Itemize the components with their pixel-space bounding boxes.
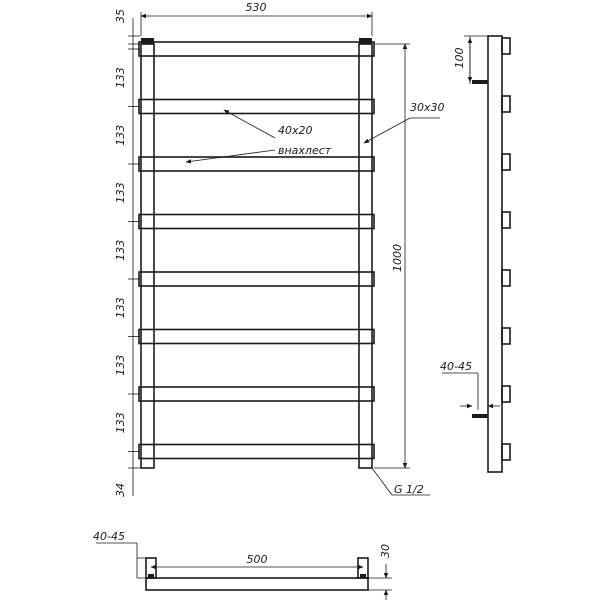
- left-fitting: [148, 574, 154, 578]
- right-fitting: [360, 574, 366, 578]
- bar-spacing-label: 133: [114, 239, 127, 261]
- side-standoff-label: 40-45: [440, 360, 472, 373]
- crossbar: [139, 42, 374, 56]
- width-label: 530: [245, 1, 267, 14]
- tube-size-label: 30x30: [410, 101, 445, 114]
- crossbar: [139, 215, 374, 229]
- side-stubs: [502, 38, 510, 460]
- crossbar: [139, 330, 374, 344]
- front-view: [139, 38, 374, 468]
- crossbar-size-label: 40x20: [278, 124, 313, 137]
- right-post: [359, 44, 372, 468]
- side-stub: [502, 444, 510, 460]
- thread-callout: [372, 468, 430, 496]
- plan-standoff-label: 40-45: [93, 530, 125, 543]
- left-top-stub: [141, 38, 154, 44]
- crossbar: [139, 157, 374, 171]
- crossbar: [139, 272, 374, 286]
- height-label: 1000: [391, 244, 404, 272]
- side-stub: [502, 154, 510, 170]
- side-stub: [502, 96, 510, 112]
- crossbar-note-label: внахлест: [278, 144, 332, 157]
- side-stub: [502, 328, 510, 344]
- top-bracket: [472, 80, 488, 84]
- side-stub: [502, 386, 510, 402]
- depth-label: 30: [379, 544, 392, 558]
- side-top-dim-label: 100: [453, 47, 466, 69]
- width-dimension: [141, 1, 372, 36]
- bar-spacing-label: 133: [114, 412, 127, 434]
- bar-spacing-label: 133: [114, 182, 127, 204]
- crossbar: [139, 100, 374, 114]
- centers-label: 500: [246, 553, 268, 566]
- right-top-stub: [359, 38, 372, 44]
- crossbar-callout: [186, 110, 332, 162]
- crossbar: [139, 445, 374, 459]
- crossbar: [139, 387, 374, 401]
- bottom-frame: [146, 578, 368, 590]
- side-stub: [502, 38, 510, 54]
- bar-spacing-label: 133: [114, 354, 127, 376]
- side-view: [440, 36, 510, 472]
- top-offset-label: 35: [114, 9, 127, 23]
- bar-spacing-label: 133: [114, 297, 127, 319]
- tube-callout: [364, 101, 445, 143]
- bar-spacing-label: 133: [114, 67, 127, 89]
- crossbars: [139, 42, 374, 459]
- bottom-view: [93, 530, 392, 600]
- side-stub: [502, 212, 510, 228]
- bottom-offset-label: 34: [114, 483, 127, 497]
- bar-spacing-label: 133: [114, 124, 127, 146]
- thread-label: G 1/2: [394, 483, 424, 496]
- left-post: [141, 44, 154, 468]
- height-dimension: [374, 44, 410, 468]
- bottom-bracket: [472, 414, 488, 418]
- spacing-dimension-chain: [114, 9, 140, 497]
- side-post: [488, 36, 502, 472]
- side-stub: [502, 270, 510, 286]
